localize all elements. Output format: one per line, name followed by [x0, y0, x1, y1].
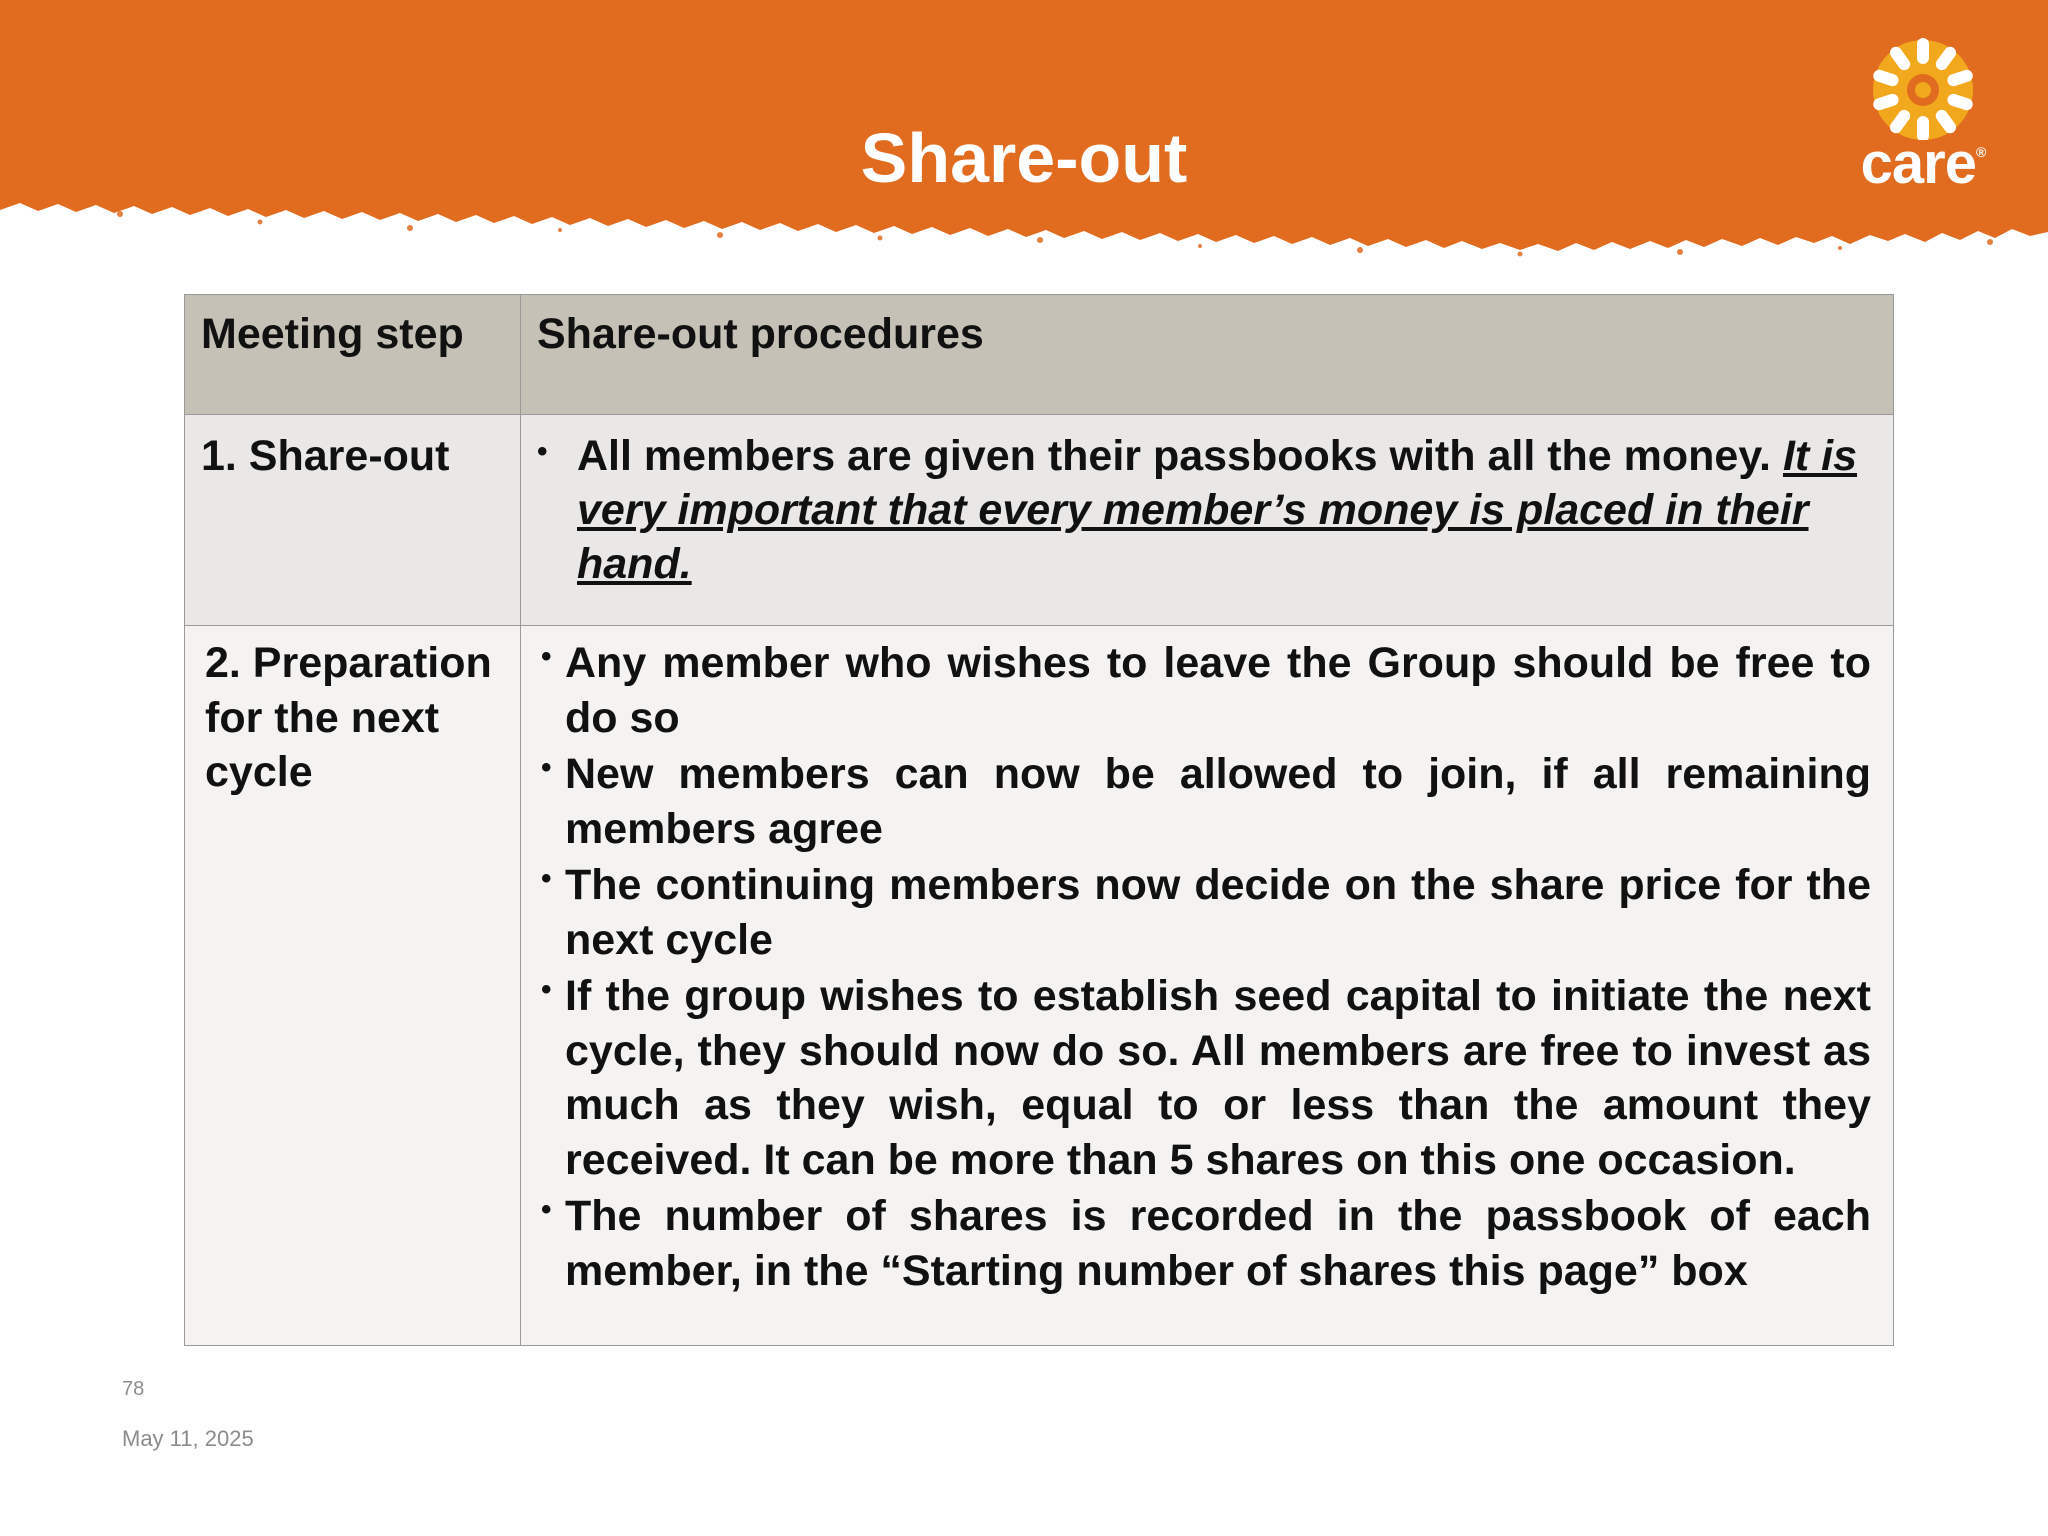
step-cell: 1. Share-out [185, 415, 521, 626]
care-logo [1848, 30, 1998, 200]
procedures-cell [521, 626, 1894, 1346]
procedures-cell [521, 415, 1894, 626]
bullet-icon: • [541, 1193, 552, 1226]
table-row [185, 626, 1894, 1346]
bullet-icon: • [541, 973, 552, 1006]
step-cell: 2. Preparation for the next cycle [185, 626, 521, 1346]
procedure-text: Any member who wishes to leave the Group should be free to do so [565, 639, 1871, 742]
header-meeting-step: Meeting step [185, 295, 521, 415]
slide-number: 78 [122, 1378, 145, 1400]
bullet-icon: • [541, 640, 552, 673]
procedure-list [537, 429, 1877, 591]
care-hands-icon [1848, 30, 1998, 140]
procedure-emphasis: It is very important that every member’s money is placed in their hand. [577, 432, 1858, 588]
bullet-icon: • [541, 862, 552, 895]
slide-date: May 11, 2025 [122, 1426, 254, 1451]
list-item [541, 636, 1871, 745]
procedure-text: New members can now be allowed to join, if all remaining members agree [565, 750, 1871, 853]
procedure-text: The continuing members now decide on the share price for the next cycle [565, 861, 1871, 964]
share-out-table [184, 294, 1894, 1346]
bullet-icon: • [541, 751, 552, 784]
list-item [541, 969, 1871, 1187]
table-row [185, 415, 1894, 626]
care-logo-text: care® [1860, 131, 1986, 196]
procedure-list [541, 636, 1871, 1298]
procedure-text: The number of shares is recorded in the passbook of each member, in the “Starting number of shares this page” box [565, 1192, 1871, 1295]
table-header-row [185, 295, 1894, 415]
list-item [541, 858, 1871, 967]
procedure-text: If the group wishes to establish seed capital to initiate the next cycle, they should now do so. All members are free to invest as much as they wish, equal to or less than the amount they received. It can be more than 5 shares on this one occasion. [565, 972, 1871, 1184]
list-item [541, 1189, 1871, 1298]
procedure-text: All members are given their passbooks with all the money. [577, 432, 1772, 480]
list-item [537, 429, 1877, 591]
slide-title: Share-out [860, 119, 1188, 197]
header-share-out-procedures: Share-out procedures [521, 295, 1894, 415]
list-item [541, 747, 1871, 856]
bullet-icon: • [537, 435, 548, 468]
